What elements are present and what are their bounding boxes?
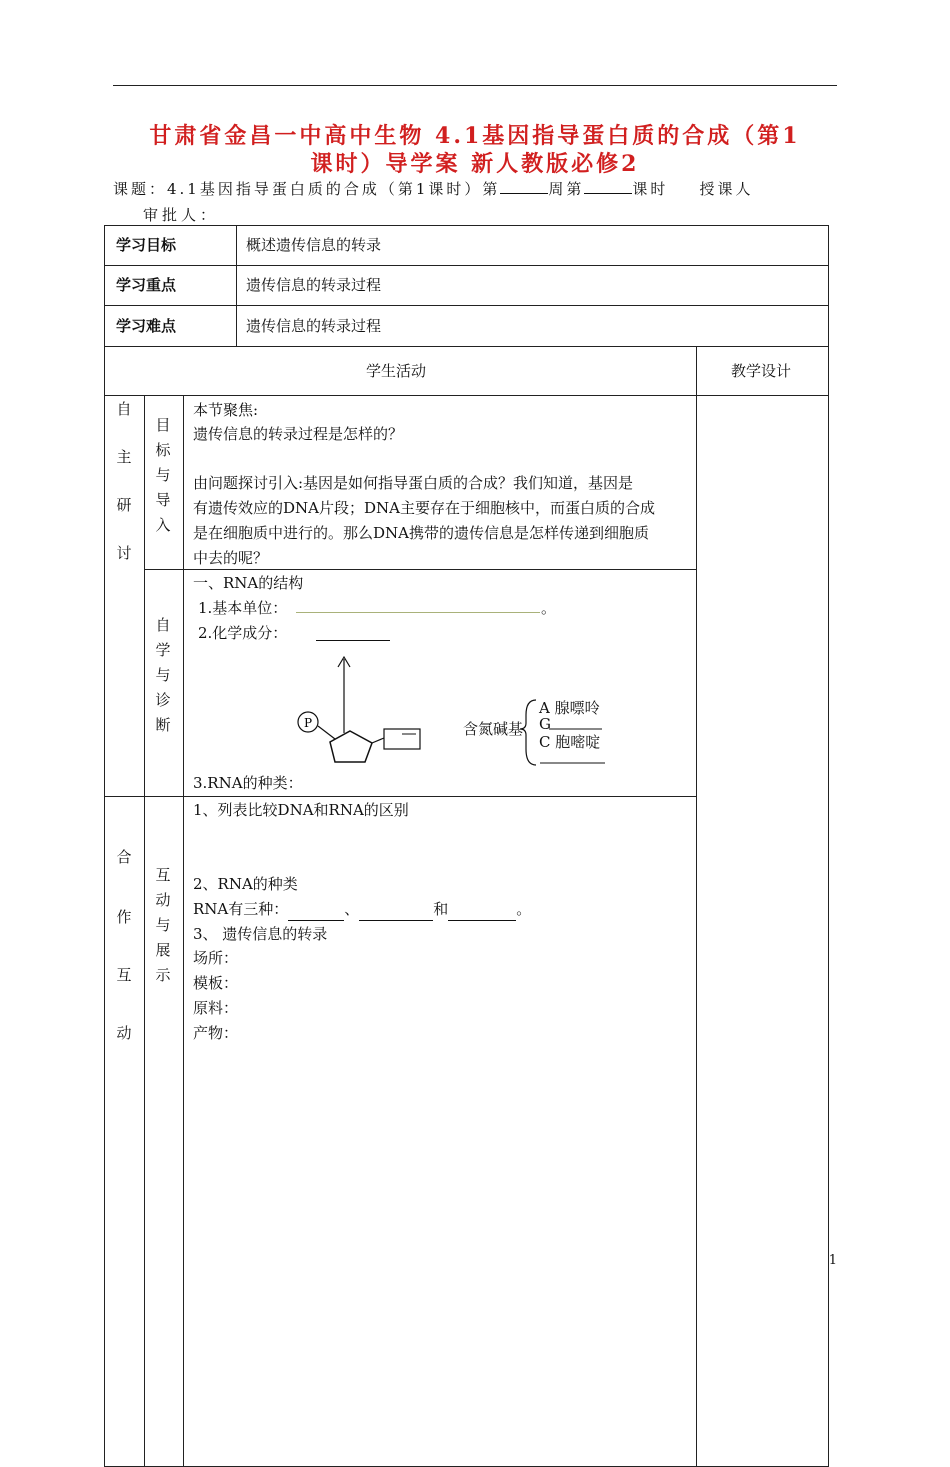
- rna-type-2-blank: [359, 902, 433, 921]
- intro-line-2: 有遗传效应的DNA片段；DNA主要存在于细胞核中，而蛋白质的合成: [193, 499, 655, 517]
- period-blank: [584, 179, 632, 194]
- intro-line-1: 由问题探讨引入:基因是如何指导蛋白质的合成？我们知道，基因是: [193, 474, 634, 492]
- top-rule: [113, 85, 837, 86]
- base-g: G: [539, 715, 551, 733]
- rna-three-line: RNA有三种： 、 和 。: [193, 897, 531, 921]
- place-label: 场所：: [193, 949, 239, 967]
- self-learn-label: 自 学 与 诊 断: [155, 616, 171, 734]
- page-number: 1: [828, 1253, 837, 1268]
- template-label: 模板：: [193, 974, 239, 992]
- focus-value: 遗传信息的转录过程: [246, 276, 382, 294]
- rna-type-1-blank: [288, 902, 344, 921]
- week-blank: [500, 179, 548, 194]
- difficulty-label: 学习难点: [116, 317, 177, 335]
- rna-types-label: 3.RNA的种类：: [193, 774, 303, 792]
- base-a: A 腺嘌呤: [539, 699, 600, 717]
- page-title-line1: 甘肃省金昌一中高中生物 4.1基因指导蛋白质的合成（第1: [149, 123, 801, 149]
- lesson-topic: 课题：4.1基因指导蛋白质的合成（第1课时）第: [113, 180, 501, 198]
- ribose-pentagon: [330, 731, 372, 762]
- goal-intro-label: 目 标 与 导 入: [155, 416, 171, 534]
- transcription-heading: 3、 遗传信息的转录: [193, 925, 328, 943]
- basic-unit-label: 1.基本单位：: [198, 599, 288, 617]
- student-activity-header: 学生活动: [366, 362, 427, 380]
- goal-label: 学习目标: [116, 236, 177, 254]
- base-label: 含氮碱基: [463, 720, 524, 738]
- difficulty-value: 遗传信息的转录过程: [246, 317, 382, 335]
- rna-kinds-heading: 2、RNA的种类: [193, 875, 298, 893]
- base-c: C 胞嘧啶: [539, 733, 601, 751]
- chem-comp-label: 2.化学成分：: [198, 624, 288, 642]
- focus-question: 遗传信息的转录过程是怎样的？: [193, 425, 404, 443]
- teacher-label: 授课人: [699, 180, 754, 198]
- lesson-info-line: [113, 178, 853, 199]
- rna-structure-heading: 一、RNA的结构: [193, 574, 304, 592]
- intro-line-3: 是在细胞质中进行的。那么DNA携带的遗传信息是怎样传递到细胞质: [193, 524, 649, 542]
- phosphate-label: P: [303, 716, 313, 730]
- teaching-design-header: 教学设计: [731, 362, 792, 380]
- focus-title: 本节聚焦:: [193, 401, 259, 419]
- basic-unit-end: 。: [541, 599, 557, 617]
- page-title-line2: 课时）导学案 新人教版必修2: [310, 151, 640, 177]
- intro-line-4: 中去的呢？: [193, 549, 269, 567]
- product-label: 产物：: [193, 1024, 239, 1042]
- base-box: [384, 729, 420, 749]
- nucleotide-diagram: [184, 645, 696, 775]
- self-study-label: 自 主 研 讨: [116, 400, 132, 562]
- interaction-label: 互 动 与 展 示: [155, 866, 171, 984]
- goal-value: 概述遗传信息的转录: [246, 236, 382, 254]
- material-label: 原料：: [193, 999, 239, 1017]
- week-label: 周第: [548, 180, 585, 198]
- chem-comp-blank: [316, 640, 390, 641]
- period-label: 课时: [632, 180, 669, 198]
- focus-label: 学习重点: [116, 276, 177, 294]
- basic-unit-blank: [296, 612, 540, 613]
- reviewer-label: 审批人：: [143, 206, 220, 224]
- rna-type-3-blank: [448, 902, 516, 921]
- cooperation-label: 合 作 互 动: [116, 848, 132, 1042]
- compare-prompt: 1、列表比较DNA和RNA的区别: [193, 801, 409, 819]
